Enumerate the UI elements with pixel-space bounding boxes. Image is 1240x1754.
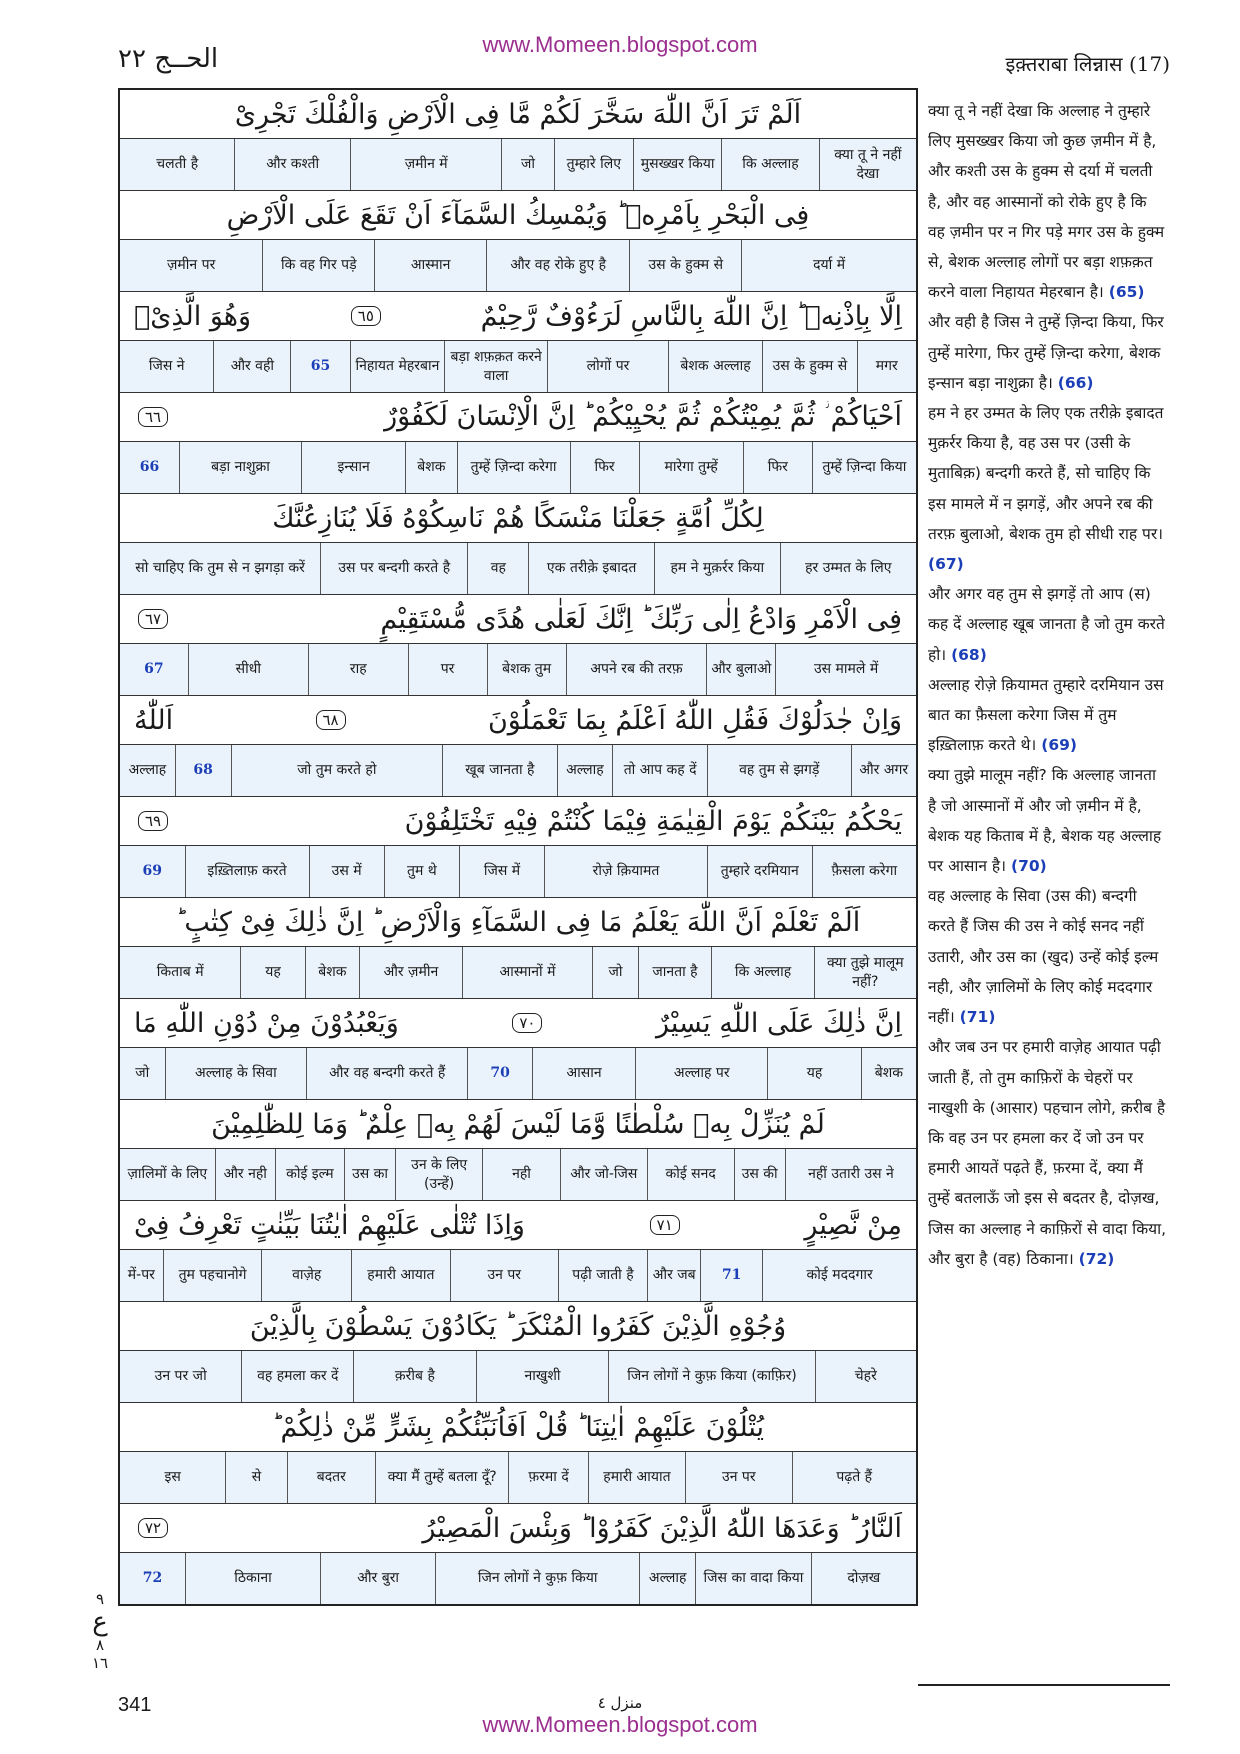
word-meaning-cell: मारेगा तुम्हें [639,442,743,493]
arabic-text: یُتْلُوْنَ عَلَیْهِمْ اٰیٰتِنَا ؕ قُلْ اَفَاُنَبِّئُكُمْ بِشَرٍّ مِّنْ ذٰلِكُمْ ؕ [271,1411,765,1443]
word-meaning-cell: यह [767,1048,861,1099]
arabic-text: لَمْ یُنَزِّلْ بِهٖ سُلْطٰنًا وَّمَا لَیْسَ لَهُمْ بِهٖ عِلْمٌ ؕ وَمَا لِلظّٰلِمِیْنَ [211,1108,825,1140]
arabic-text: اَحْیَاكُمْ ؗ ثُمَّ یُمِیْتُكُمْ ثُمَّ یُحْیِیْكُمْ ؕ اِنَّ الْاِنْسَانَ لَكَفُوْرٌ [384,401,902,432]
translation-text: क्या तू ने नहीं देखा कि अल्लाह ने तुम्हारे लिए मुसख्खर किया जो कुछ ज़मीन में है, और कश्ती उस के हुक्म से दर्या में चलती है, और वह आस्मानों को रोके हुए है कि वह ज़मीन पर न गिर पड़े मगर उस के हुक्म से, बेशक अल्लाह लोगों पर बड़ा शफ़क़त करने वाला निहायत मेहरबान है। [928,102,1165,302]
arabic-text: اِلَّا بِاِذْنِهٖ ؕ اِنَّ اللّٰهَ بِالنَّاسِ لَرَءُوْفٌ رَّحِیْمٌ [480,300,902,332]
word-meaning-cell: इख़्तिलाफ़ करते [185,846,309,897]
word-translation-row [120,442,916,494]
word-meaning-cell: राह [308,644,408,695]
ruku-marker [88,1590,112,1672]
arabic-verse-row [120,898,916,947]
word-meaning-cell: उस के हुक्म से [762,341,856,392]
word-translation-row [120,846,916,898]
word-meaning-cell: कि अल्लाह [721,139,818,190]
word-meaning-cell: कि वह गिर पड़े [262,240,374,291]
word-meaning-cell: क्या मैं तुम्हें बतला दूँ? [375,1452,509,1503]
verse-number-cell: 72 [142,1570,163,1587]
word-translation-row [120,1553,916,1604]
word-meaning-cell: जिन लोगों ने कुफ़ किया [435,1553,639,1604]
word-meaning-cell: जिस का वादा किया [695,1553,810,1604]
arabic-verse-row [120,1100,916,1149]
translation-verse-number: (72) [1078,1249,1115,1268]
word-meaning-cell: उस की [734,1149,785,1200]
arabic-verse-row [120,696,916,745]
arabic-text-continued: وَاِذَا تُتْلٰی عَلَیْهِمْ اٰیٰتُنَا بَیِّنٰتٍ تَعْرِفُ فِیْ [134,1209,525,1241]
word-translation-row [120,1149,916,1201]
word-translation-row [120,1048,916,1100]
word-meaning-cell: अल्लाह [639,1553,695,1604]
word-meaning-cell: और अगर [851,745,917,796]
arabic-verse-row [120,1403,916,1452]
word-meaning-cell: निहायत मेहरबान [350,341,444,392]
word-meaning-cell: और ज़मीन [359,947,461,998]
ayah-number-marker: ٦٨ [316,710,346,730]
word-meaning-cell: जिस में [459,846,544,897]
arabic-verse-row [120,797,916,846]
word-meaning-cell: वह तुम से झगड़ें [707,745,851,796]
verse-number-cell: 65 [290,341,349,392]
word-translation-row [120,543,916,595]
word-meaning-cell: जो [592,947,637,998]
word-meaning-cell: आस्मान [374,240,486,291]
word-meaning-cell: में-पर [127,1267,155,1284]
word-meaning-cell: आस्मानों में [462,947,593,998]
word-meaning-cell: उस पर बन्दगी करते है [320,543,467,594]
arabic-verse-row [120,595,916,644]
word-meaning-cell: आसान [532,1048,635,1099]
word-meaning-cell: ज़ालिमों के लिए [127,1166,208,1183]
word-translation-row [120,240,916,292]
word-meaning-cell: रोज़े क़ियामत [544,846,707,897]
arabic-text: وَاِنْ جٰدَلُوْكَ فَقُلِ اللّٰهُ اَعْلَمُ بِمَا تَعْمَلُوْنَ [487,704,902,736]
word-meaning-cell: क्या तू ने नहीं देखा [819,139,916,190]
manzil-label: منزل ٤ [597,1694,643,1712]
translation-paragraph [928,881,1168,1032]
word-meaning-cell: बेशक [861,1048,916,1099]
translation-text: हम ने हर उम्मत के लिए एक तरीक़े इबादत मुक़र्रर किया है, वह उस पर (उसी के मुताबिक़) बन्दगी करते हैं, सो चाहिए कि इस मामले में न झगड़ें, और अपने रब की तरफ़ बुलाओ, बेशक तुम हो सीधी राह पर। [928,404,1164,543]
arabic-text: اَلَمْ تَعْلَمْ اَنَّ اللّٰهَ یَعْلَمُ مَا فِی السَّمَآءِ وَالْاَرْضِ ؕ اِنَّ ذٰلِكَ فِیْ كِتٰبٍ ؕ [175,906,861,938]
word-meaning-cell: दोज़ख [811,1553,916,1604]
word-meaning-cell: बेशक तुम [487,644,566,695]
word-meaning-cell: उस में [309,846,384,897]
word-meaning-cell: बदतर [287,1452,375,1503]
word-meaning-cell: बेशक अल्लाह [668,341,762,392]
surah-header: الحــج ٢٢ [118,44,219,74]
word-meaning-cell: क़रीब है [353,1351,475,1402]
verse-number-cell: 71 [700,1250,762,1301]
arabic-verse-row [120,90,916,139]
word-meaning-cell: फिर [743,442,812,493]
verse-number-cell: 68 [175,745,231,796]
translation-verse-number: (70) [1010,857,1047,876]
ruku-top-number: ٩ [95,1590,105,1608]
word-meaning-cell: क्या तुझे मालूम नहीं? [814,947,916,998]
word-meaning-cell: से [225,1452,286,1503]
word-meaning-cell: यह [240,947,304,998]
arabic-verse-row [120,999,916,1048]
arabic-verse-row [120,494,916,543]
word-translation-row [120,341,916,393]
arabic-verse-row [120,292,916,341]
word-meaning-cell: बड़ा नाशुक्रा [179,442,301,493]
arabic-verse-row [120,1302,916,1351]
word-meaning-cell: एक तरीक़े इबादत [528,543,654,594]
translation-paragraph [928,670,1168,761]
verse-number-cell: 70 [467,1048,532,1099]
word-meaning-cell: तुम्हें ज़िन्दा करेगा [457,442,570,493]
arabic-text-continued: اَللّٰهُ [134,704,174,736]
arabic-verse-row [120,1504,916,1553]
translation-verse-number: (66) [1057,373,1094,392]
word-meaning-cell: नहीं उतारी उस ने [785,1149,916,1200]
arabic-text: اِنَّ ذٰلِكَ عَلَی اللّٰهِ یَسِیْرٌ [655,1007,902,1039]
word-meaning-cell: तुम्हें ज़िन्दा किया [812,442,916,493]
translation-paragraph [928,1032,1168,1274]
word-meaning-cell: फ़ैसला करेगा [812,846,917,897]
word-meaning-cell: पढ़ते हैं [792,1452,916,1503]
translation-paragraph [928,307,1168,398]
word-meaning-cell: और वह बन्दगी करते हैं [306,1048,467,1099]
translation-text: अल्लाह रोज़े क़ियामत तुम्हारे दरमियान उस बात का फ़ैसला करेगा जिस में तुम इख़्तिलाफ़ करते थे। [928,675,1164,755]
arabic-text: فِی الْبَحْرِ بِاَمْرِهٖ ؕ وَیُمْسِكُ السَّمَآءَ اَنْ تَقَعَ عَلَی الْاَرْضِ [226,199,810,231]
word-meaning-cell: इन्सान [301,442,405,493]
site-url-top[interactable]: www.Momeen.blogspot.com [482,32,758,57]
word-meaning-cell: वाज़ेह [261,1250,351,1301]
word-meaning-cell: कोई मददगार [762,1250,916,1301]
word-meaning-cell: जानता है [638,947,712,998]
word-meaning-cell: और कश्ती [234,139,349,190]
ayah-number-marker: ٧٢ [138,1518,168,1538]
word-meaning-cell: जो [135,1065,150,1082]
word-meaning-cell: और वह रोके हुए है [486,240,629,291]
word-meaning-cell: मगर [857,341,916,392]
word-meaning-cell: मुसख्खर किया [633,139,721,190]
word-by-word-table [118,88,918,1606]
translation-text: और वही है जिस ने तुम्हें ज़िन्दा किया, फिर तुम्हें मारेगा, फिर तुम्हें ज़िन्दा करेगा, बेशक इन्सान बड़ा नाशुक्रा है। [928,313,1164,392]
word-meaning-cell: पर [408,644,487,695]
word-meaning-cell: और जो-जिस [560,1149,647,1200]
word-meaning-cell: इस [164,1469,181,1486]
word-meaning-cell: बेशक [305,947,360,998]
arabic-text-continued: وَیَعْبُدُوْنَ مِنْ دُوْنِ اللّٰهِ مَا [134,1007,399,1039]
ayah-number-marker: ٧٠ [512,1013,542,1033]
word-meaning-cell: तुम्हारे लिए [554,139,633,190]
arabic-verse-row [120,191,916,240]
word-meaning-cell: नाखुशी [476,1351,609,1402]
ayah-number-marker: ٦٧ [138,609,168,629]
word-meaning-cell: किताब में [156,964,204,981]
word-meaning-cell: उन पर [685,1452,791,1503]
word-meaning-cell: उस मामले में [775,644,916,695]
word-meaning-cell: उस का [344,1149,395,1200]
translation-paragraph [928,579,1168,670]
translation-text: और जब उन पर हमारी वाज़ेह आयात पढ़ी जाती हैं, तो तुम काफ़िरों के चेहरों पर नाखुशी के (आसार) पहचान लोगे, क़रीब है कि वह उन पर हमला कर दें जो उन पर हमारी आयतें पढ़ते हैं, फ़रमा दें, क्या मैं तुम्हें बतलाऊँ जो इस से बदतर है, दोज़ख, जिस का अल्लाह ने काफ़िरों से वादा किया, और बुरा है (वह) ठिकाना। [928,1038,1167,1268]
word-meaning-cell: जो तुम करते हो [231,745,443,796]
word-meaning-cell: और बुरा [320,1553,435,1604]
word-meaning-cell: फिर [570,442,639,493]
translation-text: और अगर वह तुम से झगड़ें तो आप (स) कह दें अल्लाह खूब जानता है जो तुम करते हो। [928,585,1165,664]
word-meaning-cell: बड़ा शफ़क़त करने वाला [444,341,547,392]
word-meaning-cell: चेहरे [815,1351,916,1402]
ruku-symbol: ع [92,1607,108,1637]
word-meaning-cell: और जब [647,1250,700,1301]
word-translation-row [120,1250,916,1302]
word-meaning-cell: चलती है [156,156,199,173]
verse-number-cell: 66 [139,459,160,476]
word-translation-row [120,745,916,797]
word-meaning-cell: जिस ने [148,358,185,375]
word-meaning-cell: उन पर जो [154,1368,207,1385]
arabic-text: یَحْكُمُ بَیْنَكُمْ یَوْمَ الْقِیٰمَةِ فِیْمَا كُنْتُمْ فِیْهِ تَخْتَلِفُوْنَ [404,805,902,837]
ruku-bottom-number: ١٦ [91,1654,109,1672]
word-meaning-cell: तुम्हारे दरमियान [707,846,812,897]
word-meaning-cell: लोगों पर [547,341,668,392]
word-meaning-cell: जिन लोगों ने कुफ़ किया (काफ़िर) [608,1351,814,1402]
word-meaning-cell: खूब जानता है [442,745,556,796]
word-meaning-cell: ज़मीन पर [167,257,216,274]
word-meaning-cell: अल्लाह पर [635,1048,767,1099]
translation-text: वह अल्लाह के सिवा (उस की) बन्दगी करते हैं जिस की उस ने कोई सनद नहीं उतारी, और उस का (खुद) उन्हें कोई इल्म नही, और ज़ालिमों के लिए कोई मददगार नहीं। [928,887,1159,1027]
word-meaning-cell: नही [482,1149,560,1200]
word-meaning-cell: हर उम्मत के लिए [780,543,916,594]
translation-verse-number: (67) [928,555,964,574]
word-meaning-cell: कोई सनद [647,1149,734,1200]
translation-paragraph [928,398,1168,579]
word-meaning-cell: और वही [213,341,290,392]
translation-paragraph [928,760,1168,881]
ayah-number-marker: ٦٥ [351,306,381,326]
word-translation-row [120,1351,916,1403]
verse-number-cell: 69 [142,863,162,880]
word-meaning-cell: सीधी [188,644,308,695]
word-meaning-cell: ठिकाना [185,1553,320,1604]
word-meaning-cell: पढ़ी जाती है [558,1250,648,1301]
word-meaning-cell: दर्या में [741,240,916,291]
arabic-text: وُجُوْهِ الَّذِیْنَ كَفَرُوا الْمُنْكَرَ ؕ یَكَادُوْنَ یَسْطُوْنَ بِالَّذِیْنَ [249,1310,787,1342]
word-meaning-cell: फ़रमा दें [508,1452,587,1503]
word-meaning-cell: तो आप कह दें [612,745,707,796]
arabic-text: فِی الْاَمْرِ وَادْعُ اِلٰی رَبِّكَ ؕ اِنَّكَ لَعَلٰی هُدًی مُّسْتَقِیْمٍ [380,603,902,635]
translation-paragraph [928,96,1168,307]
word-meaning-cell: और नही [215,1149,275,1200]
word-meaning-cell: जो [501,139,553,190]
verse-number-cell: 67 [144,661,164,678]
translation-verse-number: (65) [1108,283,1145,302]
arabic-text: لِكُلِّ اُمَّةٍ جَعَلْنَا مَنْسَكًا هُمْ نَاسِكُوْهُ فَلَا یُنَازِعُنَّكَ [272,502,764,534]
translation-verse-number: (69) [1041,736,1077,755]
word-meaning-cell: वह हमला कर दें [241,1351,353,1402]
word-translation-row [120,139,916,191]
translation-column [928,96,1168,1274]
para-header: इक़्तराबा लिन्नास (17) [1005,52,1170,76]
site-url-bottom[interactable]: www.Momeen.blogspot.com [482,1712,758,1737]
translation-text: क्या तुझे मालूम नहीं? कि अल्लाह जानता है जो आस्मानों में और जो ज़मीन में है, बेशक यह किताब में है, बेशक यह अल्लाह पर आसान है। [928,766,1162,876]
translation-verse-number: (71) [959,1008,996,1027]
word-meaning-cell: अल्लाह [557,745,613,796]
word-meaning-cell: उन के लिए (उन्हें) [395,1149,482,1200]
translation-verse-number: (68) [951,645,987,664]
arabic-verse-row [120,1201,916,1250]
word-meaning-cell: उस के हुक्म से [629,240,741,291]
word-meaning-cell: हम ने मुक़र्रर किया [654,543,780,594]
word-meaning-cell: हमारी आयात [351,1250,450,1301]
word-meaning-cell: ज़मीन में [350,139,502,190]
word-meaning-cell: अपने रब की तरफ़ [566,644,707,695]
word-meaning-cell: कि अल्लाह [711,947,813,998]
ayah-number-marker: ٦٦ [138,407,168,427]
arabic-text: اَلنَّارُ ؕ وَعَدَهَا اللّٰهُ الَّذِیْنَ كَفَرُوْا ؕ وَبِئْسَ الْمَصِیْرُ [422,1512,902,1544]
word-meaning-cell: वह [467,543,528,594]
word-translation-row [120,947,916,999]
word-meaning-cell: और बुलाओ [706,644,775,695]
arabic-verse-row [120,393,916,442]
page-number: 341 [118,1694,152,1716]
word-meaning-cell: बेशक [405,442,456,493]
word-translation-row [120,1452,916,1504]
arabic-text-continued: وَهُوَ الَّذِیْۤ [134,300,252,332]
word-meaning-cell: कोई इल्म [275,1149,344,1200]
ruku-mid-number: ٨ [95,1636,105,1654]
word-meaning-cell: उन पर [450,1250,558,1301]
word-meaning-cell: हमारी आयात [588,1452,685,1503]
word-meaning-cell: तुम थे [384,846,459,897]
ayah-number-marker: ٦٩ [138,811,168,831]
word-meaning-cell: तुम पहचानोगे [163,1250,262,1301]
word-meaning-cell: अल्लाह [128,762,167,779]
word-meaning-cell: सो चाहिए कि तुम से न झगड़ा करें [135,560,305,577]
arabic-text: اَلَمْ تَرَ اَنَّ اللّٰهَ سَخَّرَ لَكُمْ مَّا فِی الْاَرْضِ وَالْفُلْكَ تَجْرِیْ [234,98,802,130]
word-meaning-cell: अल्लाह के सिवा [165,1048,307,1099]
word-translation-row [120,644,916,696]
ayah-number-marker: ٧١ [650,1215,680,1235]
arabic-text: مِنْ نَّصِیْرٍ [804,1209,902,1241]
